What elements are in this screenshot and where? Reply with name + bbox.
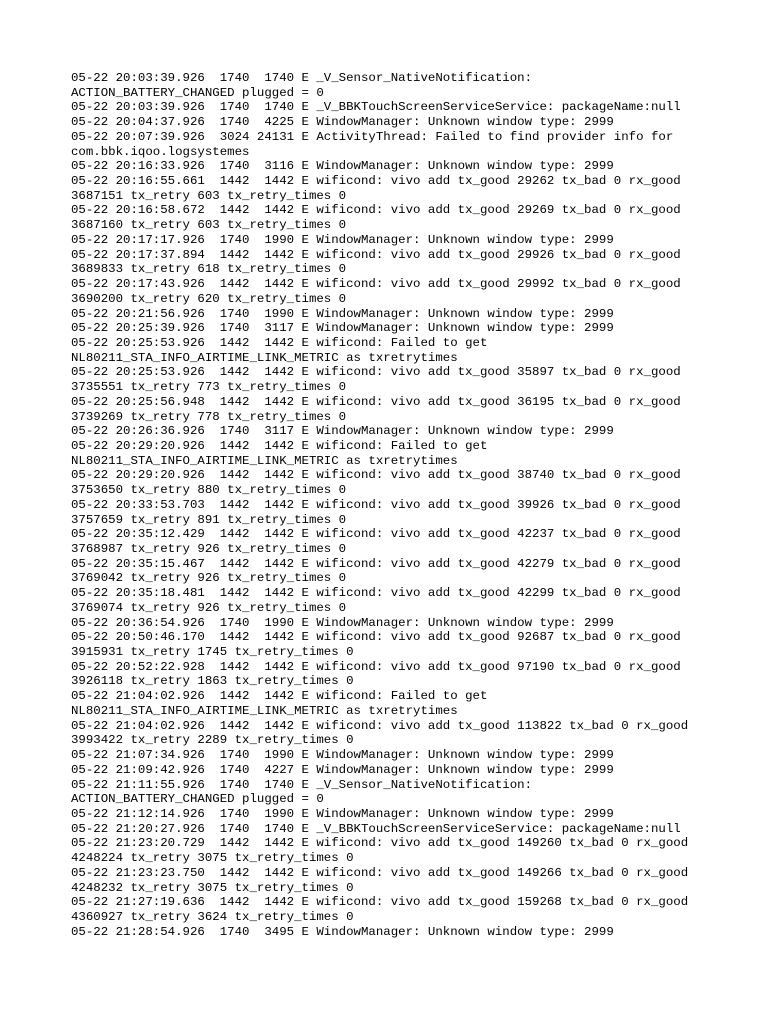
log-line: 05-22 20:26:36.926 1740 3117 E WindowManager: Unknown window type: 2999 [71,424,614,439]
log-line: 3769074 tx_retry 926 tx_retry_times 0 [71,600,347,615]
log-line: 05-22 20:03:39.926 1740 1740 E _V_BBKTouchScreenServiceService: packageName:null [71,100,681,115]
log-line: 05-22 21:04:02.926 1442 1442 E wificond: Failed to get [71,689,488,704]
log-line: 05-22 21:07:34.926 1740 1990 E WindowManager: Unknown window type: 2999 [71,748,614,763]
log-line: ACTION_BATTERY_CHANGED plugged = 0 [71,85,324,100]
log-line: 05-22 21:27:19.636 1442 1442 E wificond: vivo add tx_good 159268 tx_bad 0 rx_good [71,895,689,910]
log-line: 3926118 tx_retry 1863 tx_retry_times 0 [71,674,354,689]
log-line: 05-22 20:03:39.926 1740 1740 E _V_Sensor_NativeNotification: [71,71,533,85]
log-line: 05-22 20:21:56.926 1740 1990 E WindowManager: Unknown window type: 2999 [71,306,614,321]
log-line: 3753650 tx_retry 880 tx_retry_times 0 [71,483,347,498]
log-line: 05-22 20:35:12.429 1442 1442 E wificond: vivo add tx_good 42237 tx_bad 0 rx_good [71,527,681,542]
log-line: com.bbk.iqoo.logsystemes [71,144,250,159]
log-line: 05-22 20:17:37.894 1442 1442 E wificond: vivo add tx_good 29926 tx_bad 0 rx_good [71,247,681,262]
log-line: 05-22 20:35:15.467 1442 1442 E wificond: vivo add tx_good 42279 tx_bad 0 rx_good [71,556,681,571]
log-line: 05-22 21:12:14.926 1740 1990 E WindowManager: Unknown window type: 2999 [71,806,614,821]
log-line: 4248232 tx_retry 3075 tx_retry_times 0 [71,880,354,895]
log-line: 05-22 20:16:55.661 1442 1442 E wificond: vivo add tx_good 29262 tx_bad 0 rx_good [71,174,681,189]
log-line: 3690200 tx_retry 620 tx_retry_times 0 [71,291,347,306]
log-line: 3768987 tx_retry 926 tx_retry_times 0 [71,542,347,556]
log-line: ACTION_BATTERY_CHANGED plugged = 0 [71,792,324,807]
log-line: 05-22 20:25:53.926 1442 1442 E wificond: vivo add tx_good 35897 tx_bad 0 rx_good [71,365,681,380]
log-line: 05-22 20:25:39.926 1740 3117 E WindowManager: Unknown window type: 2999 [71,321,614,336]
log-line: NL80211_STA_INFO_AIRTIME_LINK_METRIC as txretrytimes [71,703,458,718]
log-line: 3739269 tx_retry 778 tx_retry_times 0 [71,409,347,424]
log-line: 05-22 20:25:53.926 1442 1442 E wificond: Failed to get [71,335,488,350]
log-line: 05-22 20:16:33.926 1740 3116 E WindowManager: Unknown window type: 2999 [71,159,614,174]
log-line: 3689833 tx_retry 618 tx_retry_times 0 [71,262,347,277]
log-line: 3687151 tx_retry 603 tx_retry_times 0 [71,188,347,203]
log-line: 3769042 tx_retry 926 tx_retry_times 0 [71,571,347,586]
log-line: 3687160 tx_retry 603 tx_retry_times 0 [71,218,347,233]
log-line: 05-22 20:52:22.928 1442 1442 E wificond: vivo add tx_good 97190 tx_bad 0 rx_good [71,659,681,674]
log-line: 05-22 20:25:56.948 1442 1442 E wificond: vivo add tx_good 36195 tx_bad 0 rx_good [71,394,681,409]
log-line: 05-22 21:04:02.926 1442 1442 E wificond: vivo add tx_good 113822 tx_bad 0 rx_good [71,718,689,733]
log-line: 3735551 tx_retry 773 tx_retry_times 0 [71,380,347,395]
log-line: 05-22 21:23:20.729 1442 1442 E wificond: vivo add tx_good 149260 tx_bad 0 rx_good [71,836,689,851]
log-line: 05-22 21:11:55.926 1740 1740 E _V_Sensor_NativeNotification: [71,777,533,792]
log-line: 05-22 20:29:20.926 1442 1442 E wificond: vivo add tx_good 38740 tx_bad 0 rx_good [71,468,681,483]
log-line: 05-22 20:33:53.703 1442 1442 E wificond: vivo add tx_good 39926 tx_bad 0 rx_good [71,497,681,512]
log-line: 05-22 20:17:43.926 1442 1442 E wificond: vivo add tx_good 29992 tx_bad 0 rx_good [71,277,681,292]
log-line: 05-22 21:09:42.926 1740 4227 E WindowManager: Unknown window type: 2999 [71,762,614,777]
log-line: 3757659 tx_retry 891 tx_retry_times 0 [71,512,347,527]
log-line: 05-22 21:23:23.750 1442 1442 E wificond: vivo add tx_good 149266 tx_bad 0 rx_good [71,865,689,880]
log-document-page [71,71,731,939]
log-line: 05-22 20:17:17.926 1740 1990 E WindowManager: Unknown window type: 2999 [71,232,614,247]
log-line: 05-22 21:28:54.926 1740 3495 E WindowManager: Unknown window type: 2999 [71,924,614,939]
log-line: 4360927 tx_retry 3624 tx_retry_times 0 [71,909,354,924]
log-line: 05-22 20:35:18.481 1442 1442 E wificond: vivo add tx_good 42299 tx_bad 0 rx_good [71,586,681,601]
log-line: 05-22 20:04:37.926 1740 4225 E WindowManager: Unknown window type: 2999 [71,115,614,130]
log-line: 05-22 20:16:58.672 1442 1442 E wificond: vivo add tx_good 29269 tx_bad 0 rx_good [71,203,681,218]
log-line: NL80211_STA_INFO_AIRTIME_LINK_METRIC as txretrytimes [71,453,458,468]
log-line: 3993422 tx_retry 2289 tx_retry_times 0 [71,733,354,748]
log-line: NL80211_STA_INFO_AIRTIME_LINK_METRIC as txretrytimes [71,350,458,365]
log-line: 05-22 20:07:39.926 3024 24131 E ActivityThread: Failed to find provider info for [71,129,674,144]
log-line: 4248224 tx_retry 3075 tx_retry_times 0 [71,851,354,866]
log-line: 05-22 20:36:54.926 1740 1990 E WindowManager: Unknown window type: 2999 [71,615,614,630]
log-line: 05-22 21:20:27.926 1740 1740 E _V_BBKTouchScreenServiceService: packageName:null [71,821,681,836]
log-line: 3915931 tx_retry 1745 tx_retry_times 0 [71,645,354,660]
log-line: 05-22 20:29:20.926 1442 1442 E wificond: Failed to get [71,438,488,453]
log-line: 05-22 20:50:46.170 1442 1442 E wificond: vivo add tx_good 92687 tx_bad 0 rx_good [71,630,681,645]
